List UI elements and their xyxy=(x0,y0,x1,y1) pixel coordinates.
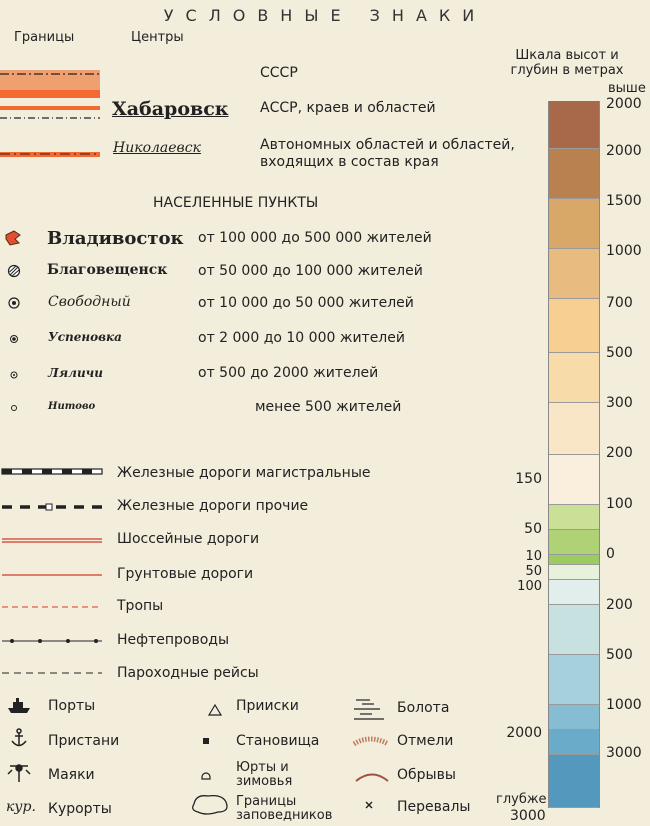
scale-right-label: 1000 xyxy=(606,243,642,259)
swamp-icon xyxy=(354,700,384,719)
scale-band xyxy=(549,565,599,580)
symbol-label: Прииски xyxy=(236,698,299,714)
scale-band xyxy=(549,505,599,530)
elevation-depth-scale xyxy=(548,101,600,808)
line-label: Шоссейные дороги xyxy=(117,531,260,547)
settlement-name: Успеновка xyxy=(48,330,122,344)
scale-band xyxy=(549,705,599,730)
scale-band xyxy=(549,403,599,455)
scale-band xyxy=(549,299,599,353)
scale-band xyxy=(549,605,599,655)
anchor-icon xyxy=(12,729,26,746)
ussr-border-band xyxy=(0,70,100,90)
symbol-label: Юрты и зимовья xyxy=(236,760,293,789)
scale-right-label: 700 xyxy=(606,295,633,311)
scale-band xyxy=(549,580,599,605)
scale-band xyxy=(549,249,599,299)
line-label: Железные дороги прочие xyxy=(117,498,309,514)
scale-band xyxy=(549,730,599,755)
scale-right-label: 1500 xyxy=(606,193,642,209)
symbol-label: Курорты xyxy=(48,801,112,817)
settlement-name: Ляличи xyxy=(48,366,103,380)
other-railway-line xyxy=(2,504,102,510)
scale-band xyxy=(549,149,599,199)
scale-right-label: 1000 xyxy=(606,697,642,713)
krai-center-sample: Хабаровск xyxy=(112,98,229,120)
settlement-range: от 50 000 до 100 000 жителей xyxy=(198,263,423,279)
scale-band xyxy=(549,199,599,249)
line-symbols xyxy=(0,460,110,685)
scale-right-label: 100 xyxy=(606,496,633,512)
symbol-label: Маяки xyxy=(48,767,95,783)
scale-left-label: 50 xyxy=(524,521,542,537)
scale-band xyxy=(549,101,599,149)
scale-left-label: 10 xyxy=(525,549,542,564)
shoal-icon xyxy=(354,739,388,744)
scale-left-label: 2000 xyxy=(506,725,542,741)
square-icon xyxy=(203,738,209,744)
centers-header: Центры xyxy=(131,30,184,45)
settlement-range: от 2 000 до 10 000 жителей xyxy=(198,330,405,346)
settlement-markers xyxy=(0,225,40,425)
scale-right-label: 500 xyxy=(606,647,633,663)
autonomous-center-sample: Николаевск xyxy=(113,140,201,156)
symbol-label: Болота xyxy=(397,700,450,716)
scale-right-label: 2000 xyxy=(606,96,642,112)
scale-title: Шкала высот и глубин в метрах xyxy=(510,48,624,78)
scale-band xyxy=(549,455,599,505)
settlement-name: Свободный xyxy=(48,294,131,310)
line-label: Грунтовые дороги xyxy=(117,566,254,582)
scale-right-label: 200 xyxy=(606,597,633,613)
scale-band xyxy=(549,655,599,705)
symbol-label: Становища xyxy=(236,733,320,749)
scale-bottom-label: 3000 xyxy=(510,808,546,824)
settlement-range: от 10 000 до 50 000 жителей xyxy=(198,295,414,311)
settlement-name: Благовещенск xyxy=(47,262,168,278)
lighthouse-icon xyxy=(8,765,30,782)
symbol-label: Границы заповедников xyxy=(236,794,333,823)
scale-left-label: 150 xyxy=(515,471,542,487)
settlement-range: менее 500 жителей xyxy=(255,399,402,415)
ship-icon xyxy=(8,698,30,713)
scale-left-label: 50 xyxy=(525,564,542,579)
settlement-range: от 500 до 2000 жителей xyxy=(198,365,379,381)
line-label: Нефтепроводы xyxy=(117,632,230,648)
main-railway-line xyxy=(2,469,102,474)
settlement-name: Владивосток xyxy=(47,228,184,249)
settlement-range: от 100 000 до 500 000 жителей xyxy=(198,230,432,246)
scale-band xyxy=(549,530,599,555)
borders-header: Границы xyxy=(14,30,75,45)
scale-right-label: 200 xyxy=(606,445,633,461)
legend-title: УСЛОВНЫЕ ЗНАКИ xyxy=(163,6,487,25)
settlements-heading: НАСЕЛЕННЫЕ ПУНКТЫ xyxy=(153,195,319,211)
cliff-icon xyxy=(356,775,388,782)
scale-top-word: выше xyxy=(608,81,646,96)
reserve-boundary-icon xyxy=(193,796,227,814)
pass-icon xyxy=(366,802,372,808)
scale-right-label: 2000 xyxy=(606,143,642,159)
scale-right-label: 0 xyxy=(606,546,615,562)
scale-right-label: 3000 xyxy=(606,745,642,761)
pipeline-line xyxy=(2,639,102,643)
scale-right-label: 500 xyxy=(606,345,633,361)
scale-band xyxy=(549,755,599,808)
boundary-symbols xyxy=(0,62,110,172)
line-label: Железные дороги магистральные xyxy=(117,465,371,481)
symbol-label: Порты xyxy=(48,698,96,714)
yurt-icon xyxy=(202,773,210,779)
scale-band xyxy=(549,353,599,403)
symbol-label: Перевалы xyxy=(397,799,471,815)
ussr-label: СССР xyxy=(260,65,298,81)
line-label: Пароходные рейсы xyxy=(117,665,259,681)
scale-left-label: 100 xyxy=(517,579,542,594)
autonomous-label: Автономных областей и областей, входящих в состав края xyxy=(260,137,515,170)
settlement-name: Нитово xyxy=(48,401,96,412)
symbol-label: Пристани xyxy=(48,733,120,749)
symbol-label: Отмели xyxy=(397,733,454,749)
city-100k-icon xyxy=(6,231,20,245)
resort-abbrev: кур. xyxy=(6,799,36,815)
scale-band xyxy=(549,555,599,565)
scale-right-label: 300 xyxy=(606,395,633,411)
scale-bottom-word: глубже xyxy=(496,792,547,807)
krai-label: АССР, краев и областей xyxy=(260,100,436,116)
symbol-label: Обрывы xyxy=(397,767,456,783)
line-label: Тропы xyxy=(117,598,164,614)
village-small-icon xyxy=(12,406,17,411)
triangle-icon xyxy=(209,705,221,715)
